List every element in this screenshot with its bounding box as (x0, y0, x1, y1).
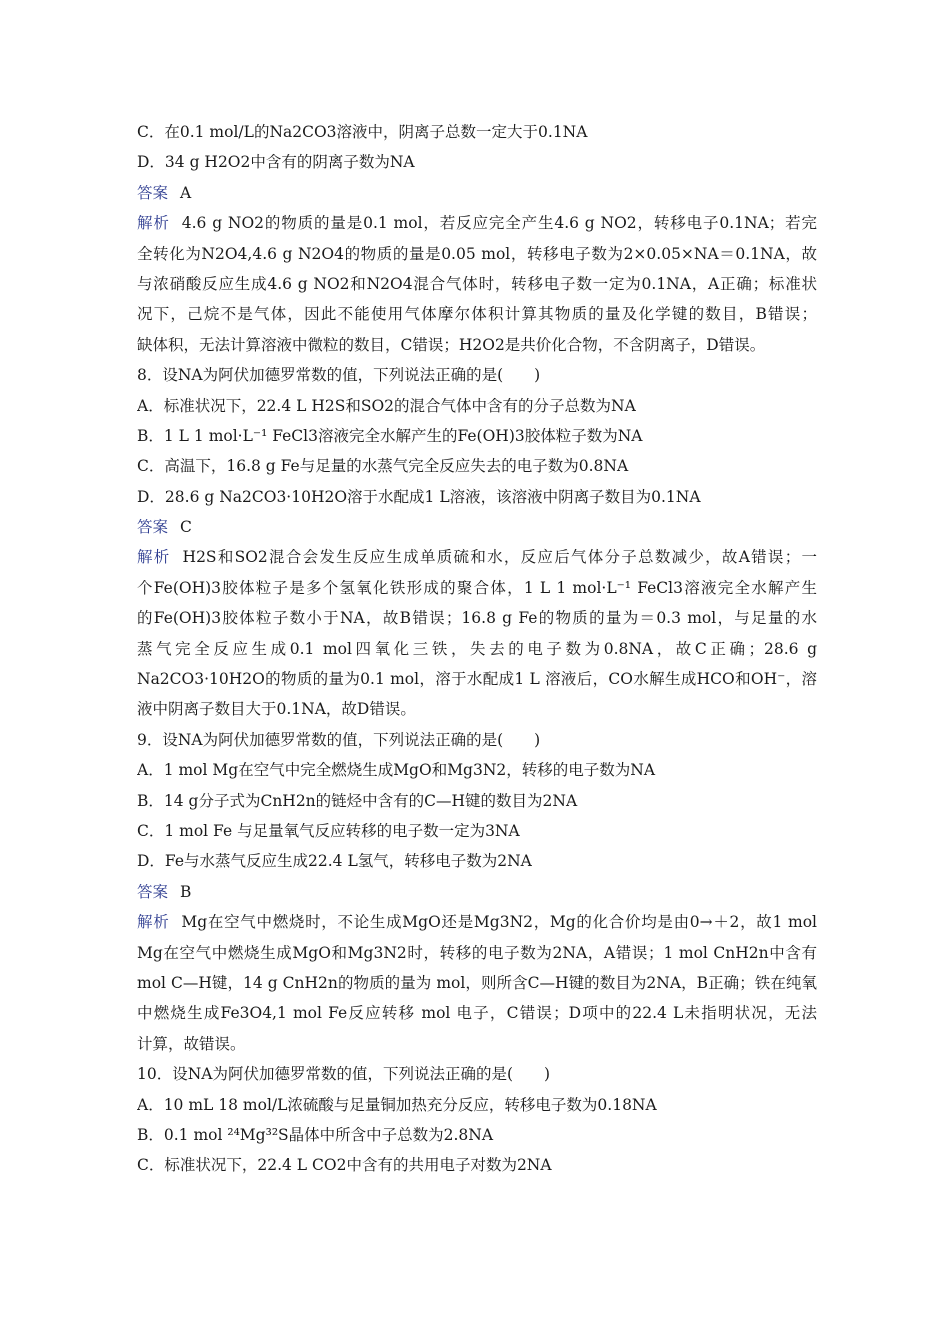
text-line (137, 482, 817, 512)
answer-line (137, 877, 817, 907)
line-text: 10．设NA为阿伏加德罗常数的值，下列说法正确的是( ) (137, 1065, 551, 1084)
answer-label: 答案 (137, 183, 169, 202)
text-line (137, 816, 817, 846)
text-line (137, 694, 817, 724)
line-text: mol C—H键，14 g CnH2n的物质的量为 mol，则所含C—H键的数目为2NA，B正确；铁在纯氧 (137, 973, 817, 992)
line-text: B (180, 882, 192, 901)
text-line (137, 147, 817, 177)
text-line (137, 725, 817, 755)
text-line (137, 1150, 817, 1180)
line-text: 蒸气完全反应生成0.1 mol四氧化三铁，失去的电子数为0.8NA，故C正确；28.6 g (137, 639, 817, 658)
text-line (137, 451, 817, 481)
line-text: A．标准状况下，22.4 L H2S和SO2的混合气体中含有的分子总数为NA (137, 396, 636, 415)
line-text: C．在0.1 mol/L的Na2CO3溶液中，阴离子总数一定大于0.1NA (137, 123, 588, 141)
answer-label: 答案 (137, 882, 169, 901)
analysis-label: 解析 (137, 214, 170, 233)
text-line (137, 1059, 817, 1089)
analysis-label: 解析 (137, 548, 171, 567)
line-text: Na2CO3·10H2O的物质的量为0.1 mol，溶于水配成1 L 溶液后，CO水解生成HCO和OH⁻，溶 (137, 670, 817, 689)
text-line (137, 269, 817, 299)
text-line (137, 299, 817, 329)
line-text: C．1 mol Fe 与足量氧气反应转移的电子数一定为3NA (137, 821, 520, 840)
line-text: 中燃烧生成Fe3O4,1 mol Fe反应转移 mol 电子，C错误；D项中的22.4 L未指明状况，无法 (137, 1004, 817, 1023)
line-text: 4.6 g NO2的物质的量是0.1 mol，若反应完全产生4.6 g NO2，转移电子0.1NA；若完 (181, 214, 817, 233)
text-line (137, 391, 817, 421)
line-text: B．1 L 1 mol·L⁻¹ FeCl3溶液完全水解产生的Fe(OH)3胶体粒子数为NA (137, 426, 643, 445)
text-line (137, 938, 817, 968)
line-text: 的Fe(OH)3胶体粒子数小于NA，故B错误；16.8 g Fe的物质的量为＝0.3 mol，与足量的水 (137, 609, 817, 628)
text-line (137, 117, 817, 147)
line-text: H2S和SO2混合会发生反应生成单质硫和水，反应后气体分子总数减少，故A错误；一 (182, 548, 817, 567)
line-text: A．1 mol Mg在空气中完全燃烧生成MgO和Mg3N2，转移的电子数为NA (137, 761, 656, 780)
line-text: Mg在空气中燃烧生成MgO和Mg3N2时，转移的电子数为2NA，A错误；1 mol CnH2n中含有 (137, 943, 817, 962)
line-text: D．Fe与水蒸气反应生成22.4 L氢气，转移电子数为2NA (137, 852, 532, 871)
answer-line (137, 178, 817, 208)
line-text: 液中阴离子数目大于0.1NA，故D错误。 (137, 700, 416, 719)
line-text: D．28.6 g Na2CO3·10H2O溶于水配成1 L溶液，该溶液中阴离子数目为0.1NA (137, 487, 701, 506)
line-text: A (180, 183, 192, 202)
line-text: 缺体积，无法计算溶液中微粒的数目，C错误；H2O2是共价化合物，不含阴离子，D错误。 (137, 335, 766, 354)
answer-label: 答案 (137, 518, 169, 537)
line-text: 9．设NA为阿伏加德罗常数的值，下列说法正确的是( ) (137, 730, 541, 749)
line-text: D．34 g H2O2中含有的阴离子数为NA (137, 153, 415, 172)
line-text: B．14 g分子式为CnH2n的链烃中含有的C—H键的数目为2NA (137, 791, 578, 810)
text-line (137, 239, 817, 269)
document-page (137, 117, 817, 1181)
line-text: 与浓硝酸反应生成4.6 g NO2和N2O4混合气体时，转移电子数一定为0.1NA，A正确；标准状 (137, 274, 817, 293)
line-text: 计算，故错误。 (137, 1034, 246, 1053)
text-line (137, 1120, 817, 1150)
text-line (137, 603, 817, 633)
line-text: A．10 mL 18 mol/L浓硫酸与足量铜加热充分反应，转移电子数为0.18NA (137, 1095, 657, 1114)
analysis-label: 解析 (137, 913, 170, 932)
text-line (137, 330, 817, 360)
line-text: 个Fe(OH)3胶体粒子是多个氢氧化铁形成的聚合体，1 L 1 mol·L⁻¹ FeCl3溶液完全水解产生 (137, 578, 817, 597)
text-line (137, 1090, 817, 1120)
line-text: 8．设NA为阿伏加德罗常数的值，下列说法正确的是( ) (137, 366, 541, 385)
text-line (137, 846, 817, 876)
answer-line (137, 512, 817, 542)
line-text: Mg在空气中燃烧时，不论生成MgO还是Mg3N2，Mg的化合价均是由0→＋2，故1 mol (181, 913, 817, 932)
analysis-line (137, 208, 817, 238)
text-line (137, 421, 817, 451)
line-text: 况下，己烷不是气体，因此不能使用气体摩尔体积计算其物质的量及化学键的数目，B错误； (137, 305, 817, 324)
text-line (137, 786, 817, 816)
text-line (137, 1029, 817, 1059)
text-line (137, 664, 817, 694)
text-line (137, 968, 817, 998)
text-line (137, 755, 817, 785)
analysis-line (137, 907, 817, 937)
text-line (137, 360, 817, 390)
analysis-line (137, 542, 817, 572)
text-line (137, 998, 817, 1028)
line-text: 全转化为N2O4,4.6 g N2O4的物质的量是0.05 mol，转移电子数为2×0.05×NA＝0.1NA，故 (137, 244, 817, 263)
line-text: C．标准状况下，22.4 L CO2中含有的共用电子对数为2NA (137, 1156, 552, 1175)
text-line (137, 573, 817, 603)
line-text: C (180, 518, 192, 537)
line-text: C．高温下，16.8 g Fe与足量的水蒸气完全反应失去的电子数为0.8NA (137, 457, 629, 476)
line-text: B．0.1 mol ²⁴Mg³²S晶体中所含中子总数为2.8NA (137, 1125, 494, 1144)
text-line (137, 634, 817, 664)
